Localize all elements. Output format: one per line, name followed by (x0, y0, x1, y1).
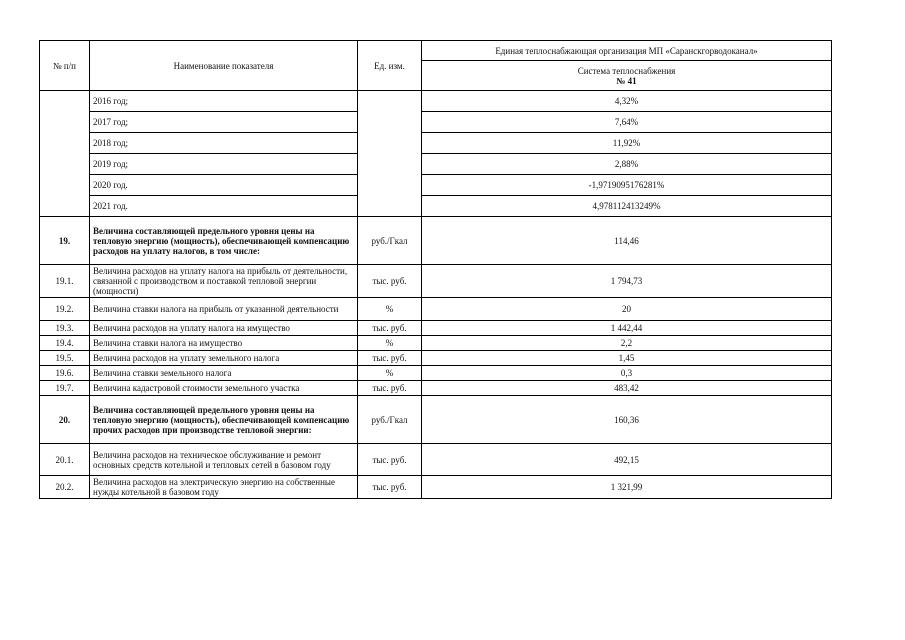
row-indicator-name: Величина кадастровой стоимости земельного участка (90, 381, 358, 396)
row-value: 114,46 (422, 217, 832, 265)
tariff-table (39, 40, 832, 499)
header-system (422, 61, 832, 91)
table-row (40, 396, 832, 444)
row-indicator-name: Величина расходов на уплату земельного налога (90, 351, 358, 366)
row-value: 1 442,44 (422, 321, 832, 336)
header-name: Наименование показателя (90, 41, 358, 91)
table-row (40, 298, 832, 321)
row-number: 19.6. (40, 366, 90, 381)
row-indicator-name: Величина составляющей предельного уровня цены на тепловую энергию (мощность), обеспечивающей компенсацию расходов на уплату налогов, в том числе: (90, 217, 358, 265)
year-label: 2016 год; (90, 91, 358, 112)
row-number: 19.1. (40, 265, 90, 298)
table-row (40, 265, 832, 298)
row-unit: % (358, 298, 422, 321)
system-number: № 41 (616, 75, 637, 86)
row-indicator-name: Величина ставки налога на имущество (90, 336, 358, 351)
year-value: 4,978112413249% (422, 196, 832, 217)
row-indicator-name: Величина составляющей предельного уровня цены на тепловую энергию (мощность), обеспечивающей компенсацию прочих расходов при производстве тепловой энергии: (90, 396, 358, 444)
year-row-num (40, 112, 90, 133)
year-row-num (40, 175, 90, 196)
row-unit: тыс. руб. (358, 381, 422, 396)
year-value: 4,32% (422, 91, 832, 112)
header-row (40, 41, 832, 61)
year-row-unit (358, 154, 422, 175)
row-number: 19.7. (40, 381, 90, 396)
row-unit: руб./Гкал (358, 396, 422, 444)
row-unit: тыс. руб. (358, 476, 422, 499)
year-label: 2021 год. (90, 196, 358, 217)
year-label: 2018 год; (90, 133, 358, 154)
row-unit: тыс. руб. (358, 321, 422, 336)
row-unit: руб./Гкал (358, 217, 422, 265)
table-row (40, 351, 832, 366)
year-row-unit (358, 112, 422, 133)
year-row-unit (358, 196, 422, 217)
row-unit: тыс. руб. (358, 265, 422, 298)
system-name: Система теплоснабжения (577, 65, 676, 76)
row-value: 483,42 (422, 381, 832, 396)
year-value: 7,64% (422, 112, 832, 133)
row-indicator-name: Величина расходов на электрическую энергию на собственные нужды котельной в базовом году (90, 476, 358, 499)
row-value: 160,36 (422, 396, 832, 444)
year-row-num (40, 154, 90, 175)
year-row-unit (358, 133, 422, 154)
row-value: 0,3 (422, 366, 832, 381)
row-indicator-name: Величина расходов на техническое обслуживание и ремонт основных средств котельной и тепловых сетей в базовом году (90, 444, 358, 476)
row-number: 19.3. (40, 321, 90, 336)
row-number: 19.2. (40, 298, 90, 321)
year-label: 2020 год. (90, 175, 358, 196)
year-row-num (40, 91, 90, 112)
year-row (40, 133, 832, 154)
table-row (40, 217, 832, 265)
row-value: 1 794,73 (422, 265, 832, 298)
row-indicator-name: Величина ставки земельного налога (90, 366, 358, 381)
row-unit: тыс. руб. (358, 351, 422, 366)
header-num: № п/п (40, 41, 90, 91)
table-row (40, 336, 832, 351)
header-org: Единая теплоснабжающая организация МП «Саранскгорводоканал» (422, 41, 832, 61)
row-indicator-name: Величина ставки налога на прибыль от указанной деятельности (90, 298, 358, 321)
year-value: 11,92% (422, 133, 832, 154)
year-row (40, 112, 832, 133)
table-row (40, 381, 832, 396)
year-row (40, 175, 832, 196)
year-label: 2019 год; (90, 154, 358, 175)
year-row-unit (358, 91, 422, 112)
year-row (40, 91, 832, 112)
row-number: 19.4. (40, 336, 90, 351)
year-row-num (40, 196, 90, 217)
row-value: 1,45 (422, 351, 832, 366)
row-indicator-name: Величина расходов на уплату налога на прибыль от деятельности, связанной с производством и поставкой тепловой энергии (мощности) (90, 265, 358, 298)
row-number: 19.5. (40, 351, 90, 366)
table-row (40, 444, 832, 476)
table-row (40, 476, 832, 499)
row-indicator-name: Величина расходов на уплату налога на имущество (90, 321, 358, 336)
row-value: 20 (422, 298, 832, 321)
row-unit: % (358, 366, 422, 381)
header-unit: Ед. изм. (358, 41, 422, 91)
year-row (40, 154, 832, 175)
year-value: -1,9719095176281% (422, 175, 832, 196)
year-label: 2017 год; (90, 112, 358, 133)
row-unit: % (358, 336, 422, 351)
row-value: 492,15 (422, 444, 832, 476)
year-row-unit (358, 175, 422, 196)
row-number: 20.2. (40, 476, 90, 499)
row-value: 2,2 (422, 336, 832, 351)
row-value: 1 321,99 (422, 476, 832, 499)
year-value: 2,88% (422, 154, 832, 175)
row-number: 20. (40, 396, 90, 444)
row-number: 19. (40, 217, 90, 265)
table-row (40, 321, 832, 336)
year-row-num (40, 133, 90, 154)
row-number: 20.1. (40, 444, 90, 476)
row-unit: тыс. руб. (358, 444, 422, 476)
table-row (40, 366, 832, 381)
year-row (40, 196, 832, 217)
